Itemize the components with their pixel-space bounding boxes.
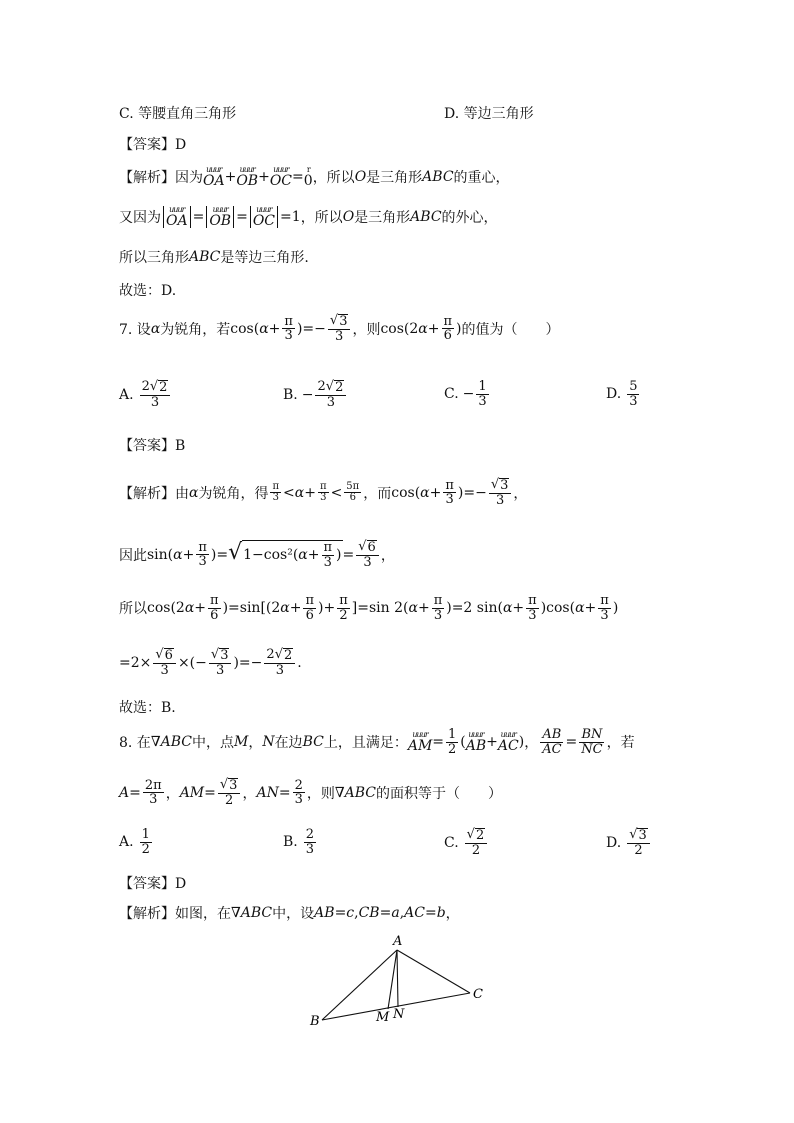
q8-option-b: B. $\frac{2}{3}$: [283, 827, 315, 857]
q8-stem-line-1: 8. 在 ∇ABC 中，点 M ， N 在边 BC 上，且满足： uuur AM = $\frac{1}{2}$ ( uuur AB + uuur AC ) ， $\frac{AB}{AC}$ = $\frac{BN}{NC}$ ，若: [119, 727, 635, 757]
q6-explanation-line-3: 所以三角形 ABC 是等边三角形.: [119, 249, 309, 266]
label-b: B: [310, 1014, 320, 1029]
label-a: A: [393, 934, 403, 949]
q8-option-c: C. √ 2 2: [444, 828, 489, 857]
label-n: N: [393, 1007, 405, 1022]
q7-option-b: B. − 2√ 2 3: [283, 380, 348, 409]
label-c: C: [473, 987, 483, 1002]
side-ac: [397, 950, 470, 993]
q7-stem: 7. 设 α 为锐角，若 cos( α + $\frac{\pi}{3}$ )=− √ 3 3 ，则 cos(2 α + $\frac{\pi}{6}$ ) 的值为（ ）: [119, 313, 560, 344]
q6-answer: 【答案】D: [119, 137, 187, 153]
q7-explanation-line-2: 因此 sin( α + $\frac{\pi}{3}$ )= √ 1−cos²(α+ $\frac{\pi}{3}$ ) = √ 6 3 ，: [119, 539, 395, 570]
q7-option-c: C. − $\frac{1}{3}$: [444, 379, 487, 409]
q6-option-d: D. 等边三角形: [444, 106, 534, 122]
q6-explanation-line-2: 又因为 uuur OA = uuur OB = uuur OC = 1 ，所以 O 是三角形 ABC 的外心，: [119, 205, 498, 229]
q8-option-d: D. √ 3 2: [606, 828, 652, 857]
q7-option-d: D. $\frac{5}{3}$: [606, 379, 638, 409]
q7-explanation-line-4: =2× √ 6 3 ×(− √ 3 3 )=− 2√ 2 3 .: [119, 647, 302, 678]
q8-option-a: A. $\frac{1}{2}$: [119, 827, 150, 857]
q6-conclusion: 故选：D.: [119, 283, 177, 299]
q8-explanation-line-1: 【解析】 如图，在 ∇ABC 中，设 AB = c , CB = a , AC = b ，: [119, 905, 460, 922]
q6-option-c: C. 等腰直角三角形: [119, 106, 237, 122]
label-m: M: [376, 1010, 390, 1025]
q8-stem-line-2: A = $\frac{2\pi}{3}$ ， AM = √ 3 2 ， AN = $\frac{2}{3}$ ，则 ∇ABC 的面积等于（ ）: [119, 777, 502, 808]
q7-explanation-line-1: 【解析】 由 α 为锐角，得 $\frac{\pi}{3}$ < α + $\frac{\pi}{3}$ < $\frac{5\pi}{6}$ ，而 cos( α + $\frac{\pi}{3}$ )=− √ 3 3 ，: [119, 477, 528, 508]
segment-am: [388, 950, 397, 1009]
q7-option-a: A. 2√ 2 3: [119, 380, 172, 409]
q8-answer: 【答案】D: [119, 876, 187, 892]
q7-answer: 【答案】B: [119, 438, 186, 454]
triangle-figure: [300, 928, 500, 1033]
segment-an: [397, 950, 398, 1007]
q7-conclusion: 故选：B.: [119, 700, 176, 716]
q7-explanation-line-3: 所以 cos(2 α + $\frac{\pi}{6}$ )=sin[(2 α + $\frac{\pi}{6}$ )+ $\frac{\pi}{2}$ ]=sin 2( α + $\frac{\pi}{3}$ )=2 sin( α + $\frac{\pi}{3}$ )cos( α + $\frac{\pi}{3}$ ): [119, 593, 619, 623]
q6-explanation-line-1: 【解析】 因为 uuur OA + uuur OB + uuur OC = r 0 ，所以 O 是三角形 ABC 的重心，: [119, 165, 510, 189]
